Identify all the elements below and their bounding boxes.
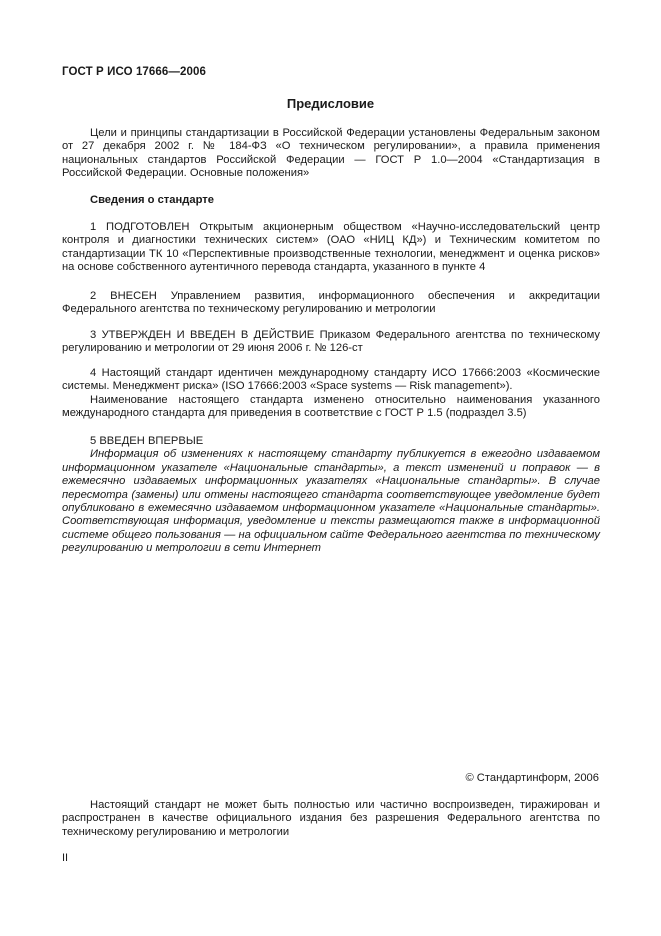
- section-heading-block: [62, 194, 600, 207]
- item-4-note-paragraph: Наименование настоящего стандарта изменено относительно наименования указанного международного стандарта для приведения в соответствие с ГОСТ Р 1.5 (подраздел 3.5): [62, 393, 600, 420]
- item-3-block: [62, 329, 600, 356]
- intro-block: [62, 127, 600, 181]
- item-5-block: [62, 435, 600, 556]
- copyright-line: © Стандартинформ, 2006: [465, 772, 599, 784]
- item-1-paragraph: 1 ПОДГОТОВЛЕН Открытым акционерным обществом «Научно-исследовательский центр контроля и диагностики технических систем» (ОАО «НИЦ КД») и Техническим комитетом по стандартизации ТК 10 «Перспективные производственные технологии, менеджмент и оценка рисков» на основе собственного аутентичного перевода стандарта, указанного в пункте 4: [62, 221, 600, 274]
- item-4-block: [62, 367, 600, 421]
- section-heading: Сведения о стандарте: [90, 194, 214, 206]
- page-title: Предисловие: [286, 96, 375, 111]
- page-number: II: [62, 852, 69, 864]
- item-1-block: [62, 221, 600, 275]
- item-3-paragraph: 3 УТВЕРЖДЕН И ВВЕДЕН В ДЕЙСТВИЕ Приказом Федерального агентства по техническому регулированию и метрологии от 29 июня 2006 г. № 126-ст: [62, 329, 600, 355]
- intro-paragraph: Цели и принципы стандартизации в Российской Федерации установлены Федеральным законом от 27 декабря 2002 г. № 184-ФЗ «О техническом регулировании», а правила применения национальных стандартов Российской Федерации — ГОСТ Р 1.0—2004 «Стандартизация в Российской Федерации. Основные положения»: [62, 127, 600, 180]
- item-4-paragraph: 4 Настоящий стандарт идентичен международному стандарту ИСО 17666:2003 «Космические системы. Менеджмент риска» (ISO 17666:2003 «Space systems — Risk management»).: [62, 367, 600, 393]
- item-2-paragraph: 2 ВНЕСЕН Управлением развития, информационного обеспечения и аккредитации Федерального агентства по техническому регулированию и метрологии: [62, 290, 600, 316]
- rights-notice: Настоящий стандарт не может быть полностью или частично воспроизведен, тиражирован и распространен в качестве официального издания без разрешения Федерального агентства по техническому регулированию и метрологии: [62, 799, 600, 838]
- item-2-block: [62, 290, 600, 317]
- item-5-info-note: Информация об изменениях к настоящему стандарту публикуется в ежегодно издаваемом информационном указателе «Национальные стандарты», а текст изменений и поправок — в ежемесячно издаваемых информационных указателях «Национальные стандарты». В случае пересмотра (замены) или отмены настоящего стандарта соответствующее уведомление будет опубликовано в ежемесячно издаваемом информационном указателе «Национальные стандарты». Соответствующая информация, уведомление и тексты размещаются также в информационной системе общего пользования — на официальном сайте Федерального агентства по техническому регулированию и метрологии в сети Интернет: [62, 448, 600, 555]
- rights-notice-block: [62, 799, 600, 839]
- document-code-header: ГОСТ Р ИСО 17666—2006: [62, 66, 207, 78]
- item-5-paragraph: 5 ВВЕДЕН ВПЕРВЫЕ: [90, 435, 204, 447]
